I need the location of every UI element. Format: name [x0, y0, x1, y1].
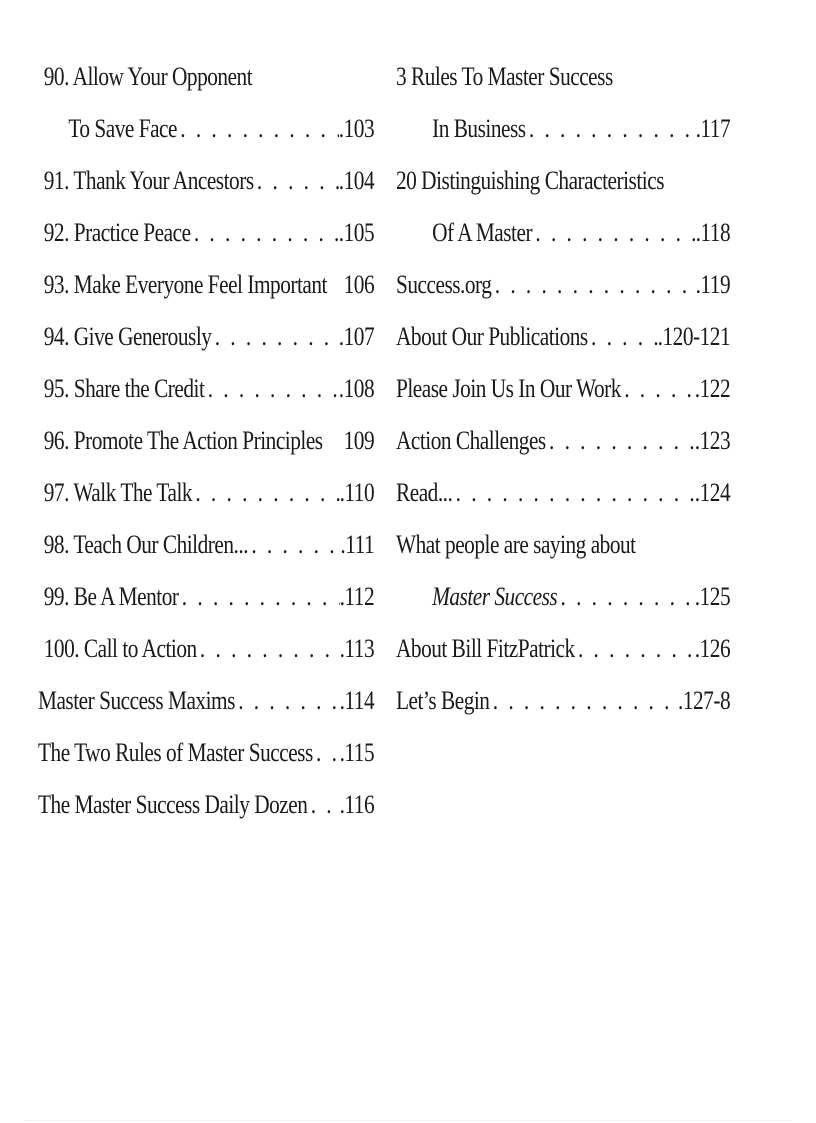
leader-dots [177, 108, 339, 160]
toc-entry-title: 100. Call to Action [43, 634, 197, 663]
toc-entry-title: Success.org [396, 270, 492, 299]
toc-line [396, 56, 730, 108]
leader-dots [621, 368, 695, 420]
toc-entry-title: About Our Publications [396, 322, 588, 351]
toc-line[interactable] [38, 576, 374, 628]
toc-entry-title: Let’s Begin [396, 686, 490, 715]
toc-page-number: .104 [338, 166, 375, 195]
toc-line[interactable] [38, 264, 374, 316]
toc-left-column [38, 56, 374, 836]
toc-entry-title: Read... [396, 478, 453, 507]
leader-dots [197, 628, 340, 680]
leader-dots [526, 108, 696, 160]
leader-dots [588, 316, 658, 368]
toc-entry-title: 92. Practice Peace [43, 218, 191, 247]
toc-line[interactable] [38, 316, 374, 368]
toc-line [396, 160, 730, 212]
toc-page-number: .113 [339, 634, 375, 663]
toc-line[interactable] [396, 680, 730, 732]
toc-entry-title: Of A Master [432, 218, 533, 247]
toc-entry-title: 98. Teach Our Children... [43, 530, 249, 559]
leader-dots [452, 472, 694, 524]
toc-entry-title: 91. Thank Your Ancestors [43, 166, 254, 195]
toc-page-number: .114 [339, 686, 375, 715]
toc-page-number: 109 [343, 426, 375, 455]
toc-line[interactable] [38, 680, 374, 732]
toc-line[interactable] [396, 316, 730, 368]
leader-dots [204, 368, 338, 420]
toc-line[interactable] [396, 420, 730, 472]
toc-page-number: .116 [339, 790, 375, 819]
toc-entry-title: Master Success [432, 582, 558, 611]
toc-entry-title: The Two Rules of Master Success [38, 738, 313, 767]
toc-page-number: .107 [338, 322, 375, 351]
leader-dots [191, 212, 339, 264]
toc-line [38, 56, 374, 108]
toc-line[interactable] [38, 108, 374, 160]
toc-line[interactable] [396, 576, 730, 628]
toc-entry-title: 97. Walk The Talk [43, 478, 193, 507]
toc-line[interactable] [396, 108, 730, 160]
leader-dots [235, 680, 340, 732]
toc-page-number: .103 [338, 114, 375, 143]
toc-page-number: .119 [695, 270, 731, 299]
toc-line[interactable] [38, 368, 374, 420]
leader-dots [179, 576, 340, 628]
toc-page-number: .108 [338, 374, 375, 403]
toc-line[interactable] [396, 264, 730, 316]
toc-line[interactable] [396, 368, 730, 420]
leader-dots [248, 524, 340, 576]
leader-dots [489, 680, 678, 732]
toc-line[interactable] [38, 420, 374, 472]
toc-entry-title: Action Challenges [396, 426, 546, 455]
toc-page-number: .110 [339, 478, 375, 507]
toc-page-number: 106 [343, 270, 375, 299]
toc-line[interactable] [38, 732, 374, 784]
toc-entry-title: What people are saying about [396, 530, 636, 559]
toc-entry-title: In Business [432, 114, 526, 143]
leader-dots [491, 264, 695, 316]
toc-line[interactable] [38, 472, 374, 524]
leader-dots [557, 576, 695, 628]
leader-dots [254, 160, 339, 212]
leader-dots [192, 472, 340, 524]
toc-page-number: .115 [339, 738, 375, 767]
toc-line[interactable] [38, 784, 374, 836]
leader-dots [307, 784, 339, 836]
toc-entry-title: 94. Give Generously [43, 322, 212, 351]
toc-line[interactable] [396, 472, 730, 524]
toc-page-number: .117 [695, 114, 731, 143]
toc-line[interactable] [38, 524, 374, 576]
toc-page-number: .105 [338, 218, 375, 247]
toc-entry-title: 90. Allow Your Opponent [43, 62, 253, 91]
toc-line[interactable] [38, 628, 374, 680]
toc-entry-title: 99. Be A Mentor [43, 582, 179, 611]
toc-line[interactable] [38, 160, 374, 212]
toc-line[interactable] [396, 628, 730, 680]
toc-page-number: .112 [339, 582, 375, 611]
toc-entry-title: Master Success Maxims [38, 686, 235, 715]
toc-entry-title: 20 Distinguishing Characteristics [396, 166, 664, 195]
toc-page-number: .127-8 [678, 686, 731, 715]
toc-entry-title: 95. Share the Credit [43, 374, 205, 403]
toc-entry-title: The Master Success Daily Dozen [38, 790, 308, 819]
leader-dots [546, 420, 695, 472]
toc-line[interactable] [38, 212, 374, 264]
toc-line[interactable] [396, 212, 730, 264]
toc-page-number: .126 [694, 634, 731, 663]
toc-entry-title: 3 Rules To Master Success [396, 62, 613, 91]
toc-page-number: .123 [694, 426, 731, 455]
leader-dots [532, 212, 695, 264]
toc-entry-title: 96. Promote The Action Principles [43, 426, 323, 455]
toc-entry-title: About Bill FitzPatrick [396, 634, 575, 663]
toc-page-number: .125 [694, 582, 731, 611]
bottom-dotted-rule [24, 1120, 792, 1121]
toc-right-column [396, 56, 730, 732]
toc-page-number: .124 [694, 478, 731, 507]
toc-page-number: .120-121 [657, 322, 731, 351]
toc-page-number: .122 [694, 374, 731, 403]
toc-page-number: .118 [695, 218, 731, 247]
leader-dots [211, 316, 338, 368]
toc-entry-title: To Save Face [68, 114, 177, 143]
toc-line [396, 524, 730, 576]
leader-dots [575, 628, 695, 680]
toc-entry-title: 93. Make Everyone Feel Important [43, 270, 327, 299]
toc-entry-title: Please Join Us In Our Work [396, 374, 621, 403]
toc-page-number: .111 [340, 530, 375, 559]
leader-dots [313, 732, 340, 784]
